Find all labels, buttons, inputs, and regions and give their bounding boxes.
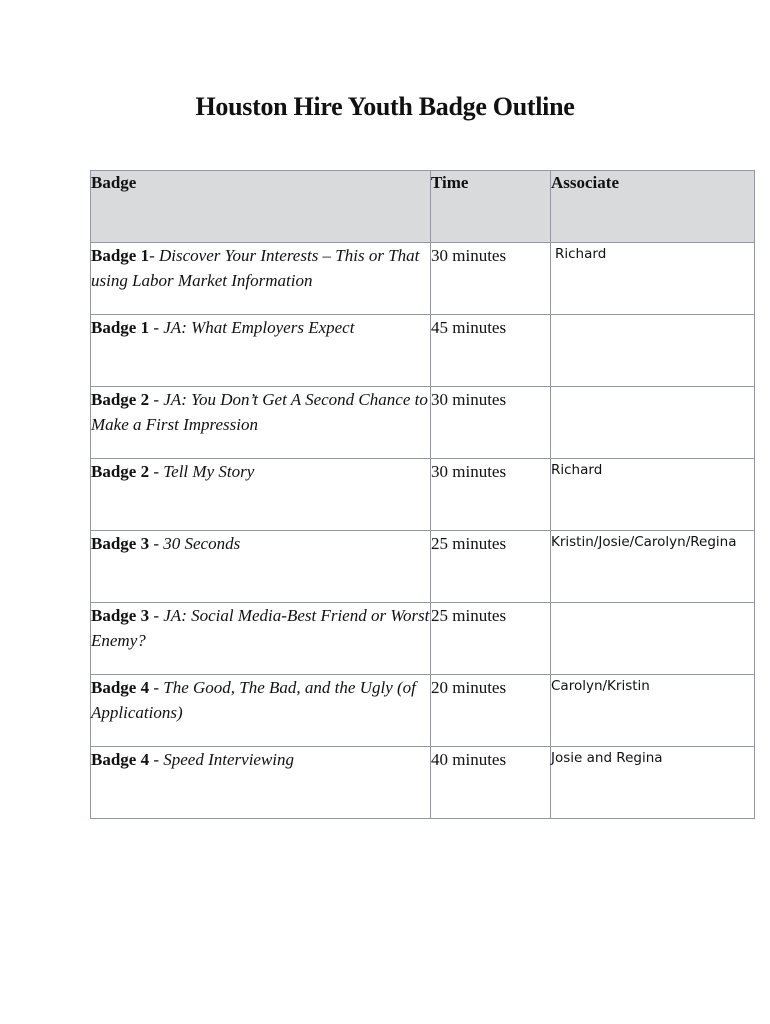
associate-name: Richard xyxy=(555,246,607,262)
header-badge: Badge xyxy=(91,171,431,243)
associate-cell xyxy=(551,387,755,459)
badge-label: Badge 2 xyxy=(91,462,150,481)
associate-cell xyxy=(551,243,755,315)
badge-cell xyxy=(91,675,431,747)
badge-separator: - xyxy=(149,390,164,409)
badge-cell xyxy=(91,459,431,531)
time-cell: 45 minutes xyxy=(431,315,551,387)
table-header-row xyxy=(91,171,755,243)
table-row xyxy=(91,747,755,819)
associate-name: Richard xyxy=(551,462,603,478)
time-cell: 30 minutes xyxy=(431,459,551,531)
badge-cell xyxy=(91,243,431,315)
badge-title: JA: You Don’t Get A Second Chance to Make a First Impression xyxy=(91,390,428,434)
table-row xyxy=(91,387,755,459)
badge-label: Badge 1 xyxy=(91,246,150,265)
header-time: Time xyxy=(431,171,551,243)
badge-separator: - xyxy=(149,462,164,481)
page-title: Houston Hire Youth Badge Outline xyxy=(195,92,575,121)
badge-title: Discover Your Interests – This or That using Labor Market Information xyxy=(91,246,420,290)
badge-title: 30 Seconds xyxy=(163,534,241,553)
badge-title: Speed Interviewing xyxy=(163,750,295,769)
badge-cell xyxy=(91,603,431,675)
associate-cell xyxy=(551,675,755,747)
table-row xyxy=(91,675,755,747)
table-row xyxy=(91,603,755,675)
time-cell: 40 minutes xyxy=(431,747,551,819)
badge-label: Badge 1 xyxy=(91,318,150,337)
time-cell: 25 minutes xyxy=(431,603,551,675)
badge-cell xyxy=(91,315,431,387)
associate-name: Carolyn/Kristin xyxy=(551,678,650,694)
associate-name: Kristin/Josie/Carolyn/Regina xyxy=(551,534,737,550)
associate-cell xyxy=(551,459,755,531)
table-row xyxy=(91,243,755,315)
associate-cell xyxy=(551,603,755,675)
header-associate: Associate xyxy=(551,171,755,243)
badge-separator: - xyxy=(149,678,164,697)
table-row xyxy=(91,315,755,387)
badge-separator: - xyxy=(149,246,160,265)
badge-separator: - xyxy=(149,318,164,337)
associate-name: Josie and Regina xyxy=(551,750,663,766)
badge-cell xyxy=(91,531,431,603)
time-cell: 30 minutes xyxy=(431,387,551,459)
time-cell: 30 minutes xyxy=(431,243,551,315)
associate-cell xyxy=(551,747,755,819)
associate-cell xyxy=(551,531,755,603)
badge-label: Badge 3 xyxy=(91,534,150,553)
associate-cell xyxy=(551,315,755,387)
badge-cell xyxy=(91,747,431,819)
time-cell: 20 minutes xyxy=(431,675,551,747)
badge-label: Badge 4 xyxy=(91,678,150,697)
badge-separator: - xyxy=(149,750,164,769)
badge-label: Badge 4 xyxy=(91,750,150,769)
badge-cell xyxy=(91,387,431,459)
badge-outline-table xyxy=(90,170,755,819)
badge-separator: - xyxy=(149,606,164,625)
badge-title: Tell My Story xyxy=(163,462,255,481)
table-row xyxy=(91,531,755,603)
badge-separator: - xyxy=(149,534,164,553)
badge-title: The Good, The Bad, and the Ugly (of Applications) xyxy=(91,678,416,722)
table-row xyxy=(91,459,755,531)
badge-title: JA: What Employers Expect xyxy=(163,318,355,337)
time-cell: 25 minutes xyxy=(431,531,551,603)
badge-label: Badge 3 xyxy=(91,606,150,625)
badge-title: JA: Social Media-Best Friend or Worst Enemy? xyxy=(91,606,430,650)
badge-label: Badge 2 xyxy=(91,390,150,409)
